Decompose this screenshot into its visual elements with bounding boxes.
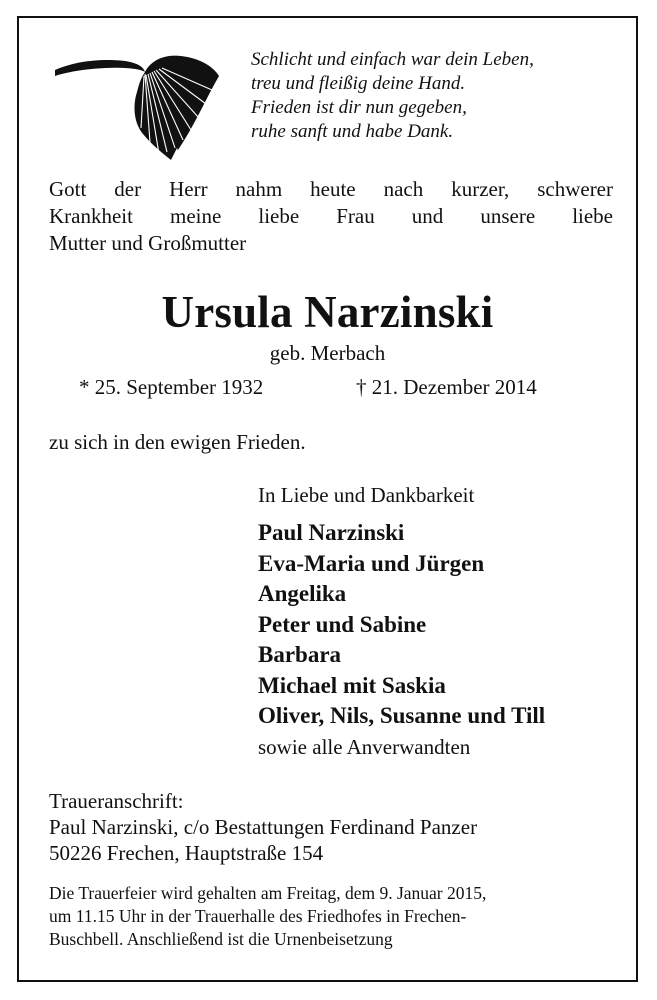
mourning-address	[49, 788, 477, 866]
family-member: Peter und Sabine	[258, 611, 427, 637]
family-member: Eva-Maria und Jürgen	[258, 550, 485, 576]
funeral-line: Buschbell. Anschließend ist die Urnenbeisetzung	[49, 929, 393, 949]
obituary-card	[17, 16, 638, 982]
peace-line: zu sich in den ewigen Frieden.	[49, 430, 306, 454]
intro-text	[49, 176, 613, 257]
family-list	[258, 518, 545, 732]
birth-date: * 25. September 1932	[79, 375, 264, 399]
maiden-name: geb. Merbach	[269, 341, 386, 365]
family-member: Michael mit Saskia	[258, 672, 446, 698]
intro-line: Gott der Herr nahm heute nach kurzer, schwerer	[49, 177, 613, 201]
family-member: Paul Narzinski	[258, 520, 405, 545]
funeral-line: Die Trauerfeier wird gehalten am Freitag, dem 9. Januar 2015,	[49, 883, 487, 903]
funeral-line: um 11.15 Uhr in der Trauerhalle des Friedhofes in Frechen-	[49, 906, 467, 926]
ginkgo-leaf-icon	[53, 48, 233, 168]
poem-line: Schlicht und einfach war dein Leben,	[251, 49, 534, 70]
poem-line: ruhe sanft und habe Dank.	[251, 121, 454, 142]
address-line: Paul Narzinski, c/o Bestattungen Ferdinand Panzer	[49, 815, 478, 839]
family-member: Oliver, Nils, Susanne und Till	[258, 703, 546, 728]
address-label: Traueranschrift:	[49, 789, 184, 813]
poem-line: Frieden ist dir nun gegeben,	[251, 97, 467, 118]
address-line: 50226 Frechen, Hauptstraße 154	[49, 841, 324, 865]
relatives-line: sowie alle Anverwandten	[258, 735, 471, 759]
family-member: Angelika	[258, 581, 347, 606]
closing-line: In Liebe und Dankbarkeit	[258, 483, 475, 507]
funeral-notice	[49, 882, 615, 951]
poem-line: treu und fleißig deine Hand.	[251, 73, 466, 94]
intro-line: Krankheit meine liebe Frau und unsere liebe	[49, 204, 613, 228]
intro-line: Mutter und Großmutter	[49, 231, 247, 255]
family-member: Barbara	[258, 642, 342, 667]
death-date: † 21. Dezember 2014	[356, 375, 537, 399]
deceased-name: Ursula Narzinski	[161, 287, 494, 337]
poem	[251, 48, 631, 144]
